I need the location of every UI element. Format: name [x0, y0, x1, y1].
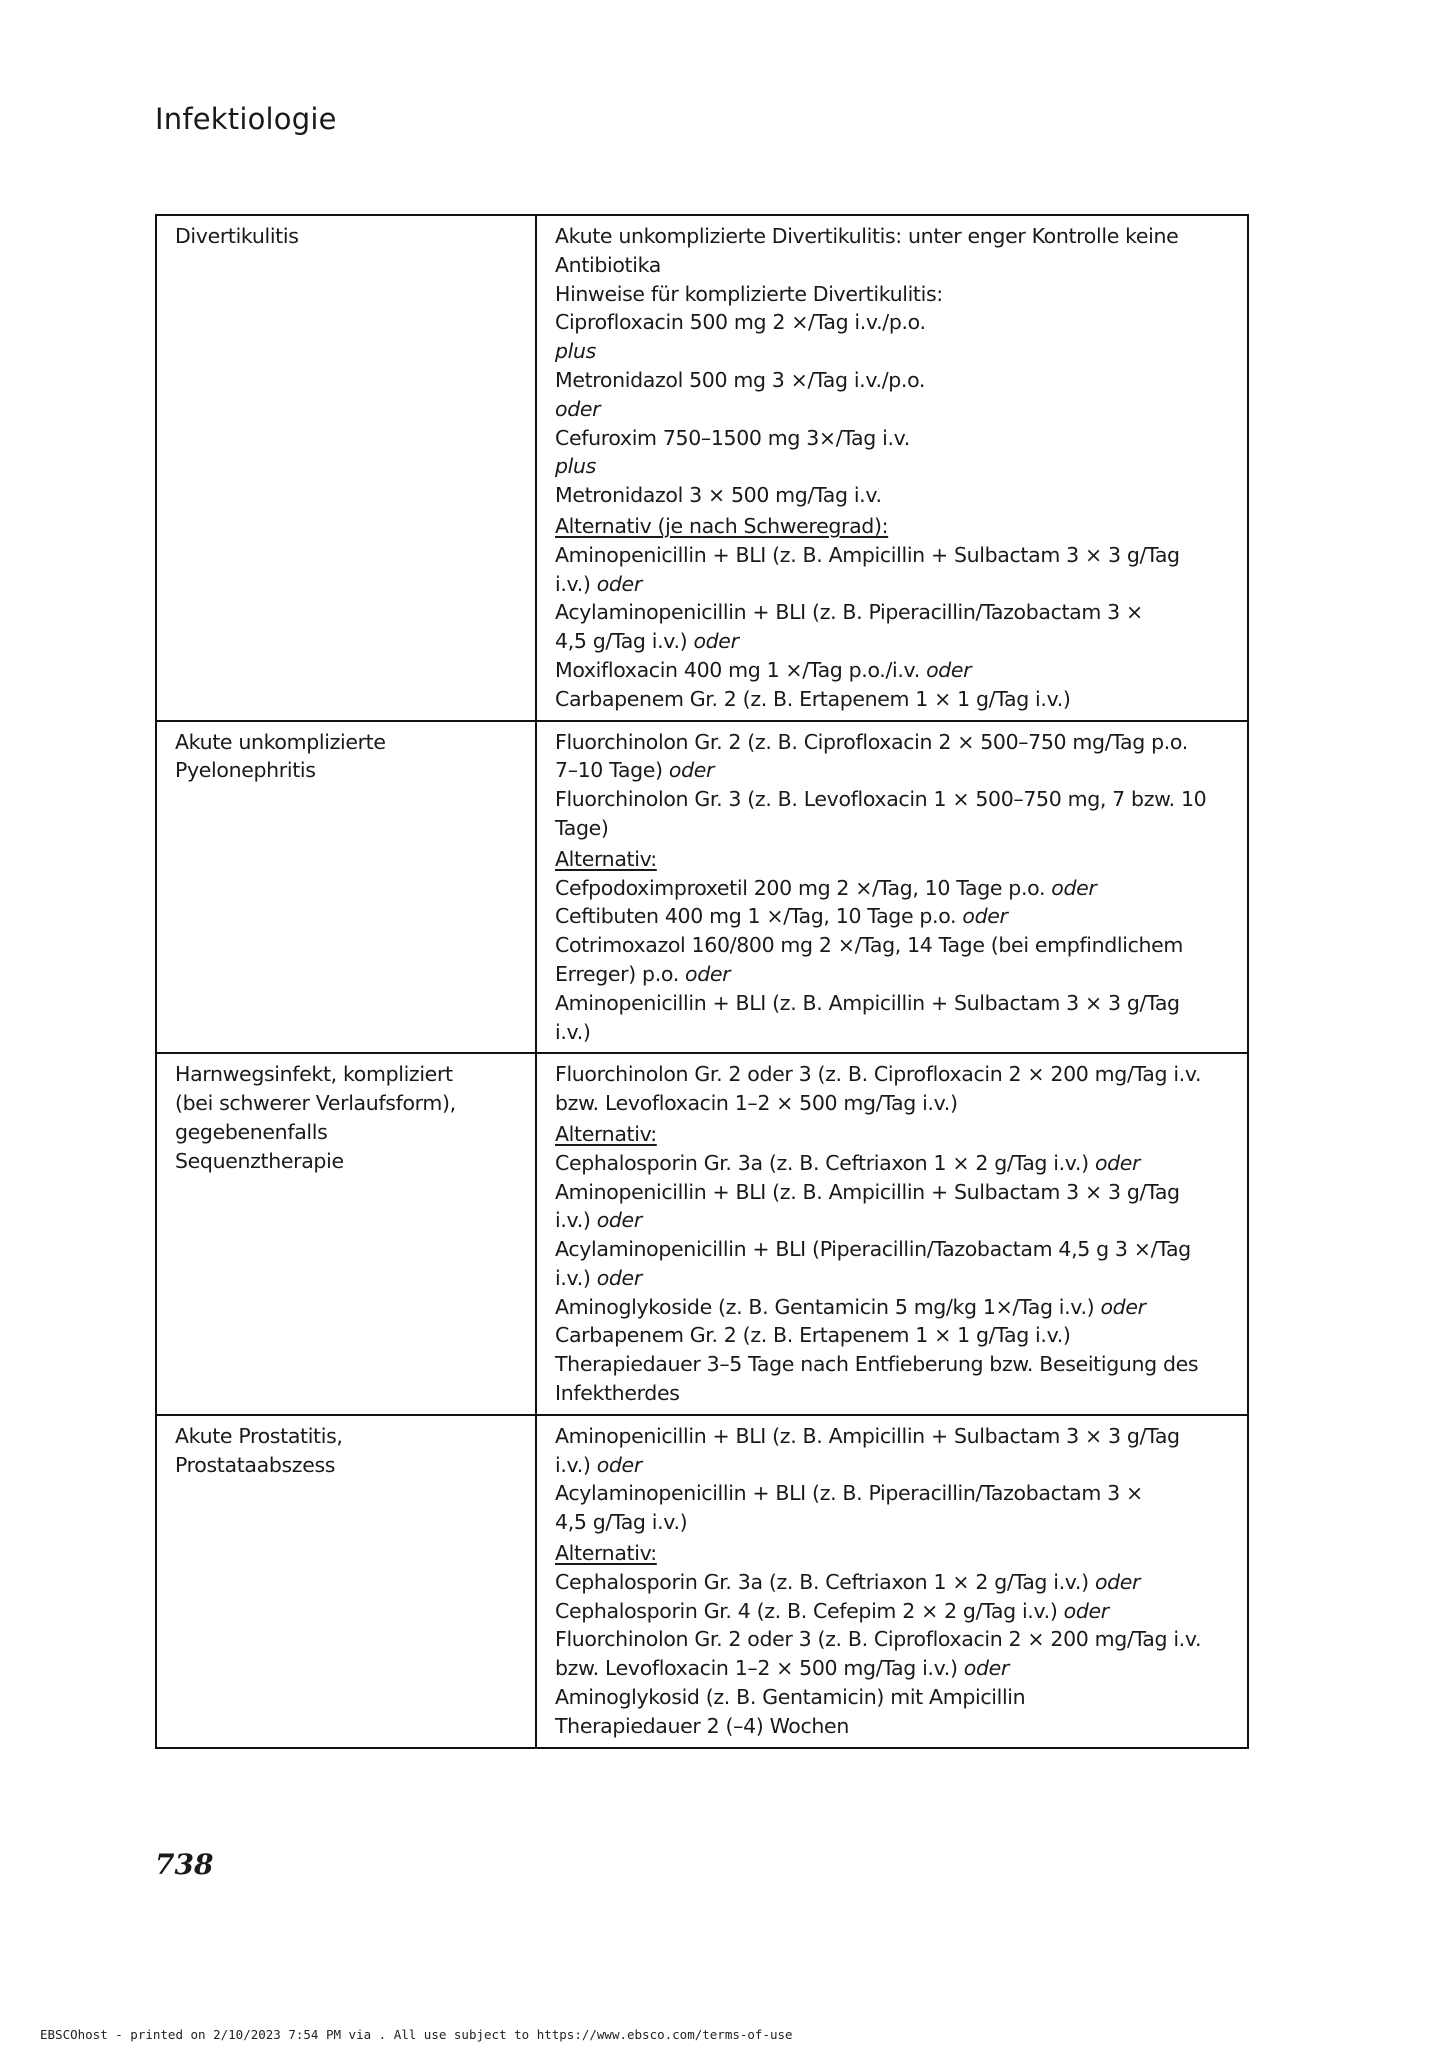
therapy-line [555, 874, 1237, 903]
therapy-line [555, 1712, 1237, 1741]
indication-line: gegebenenfalls [175, 1119, 328, 1144]
therapy-line [555, 598, 1237, 627]
indication-cell [156, 1053, 536, 1415]
oder-conjunction: oder [962, 904, 1008, 929]
therapy-line [555, 1625, 1237, 1654]
therapy-line [555, 814, 1237, 843]
therapy-line [555, 395, 1237, 424]
therapy-line-text: Cotrimoxazol 160/800 mg 2 ×/Tag, 14 Tage (bei empfindlichem [555, 933, 1184, 958]
therapy-line [555, 1120, 1237, 1149]
therapy-line [555, 1422, 1237, 1451]
indication-line: Pyelonephritis [175, 758, 316, 783]
therapy-line-text: Acylaminopenicillin + BLI (z. B. Piperacillin/Tazobactam 3 × [555, 600, 1143, 625]
therapy-line [555, 366, 1237, 395]
therapy-line-text: Cefpodoximproxetil 200 mg 2 ×/Tag, 10 Tage p.o. [555, 875, 1046, 900]
therapy-line [555, 1264, 1237, 1293]
therapy-line-text: Antibiotika [555, 252, 661, 277]
therapy-line [555, 1018, 1237, 1047]
therapy-line-text: Aminoglykoside (z. B. Gentamicin 5 mg/kg 1×/Tag i.v.) [555, 1294, 1095, 1319]
oder-conjunction: oder [1063, 1598, 1109, 1623]
therapy-line [555, 845, 1237, 874]
indication-line: Prostataabszess [175, 1452, 336, 1477]
oder-conjunction: oder [1094, 1569, 1141, 1594]
therapy-line [555, 902, 1237, 931]
therapy-line [555, 1568, 1237, 1597]
therapy-line-text: i.v.) [555, 571, 591, 596]
indication-line: Divertikulitis [175, 224, 299, 248]
therapy-line [555, 1149, 1237, 1178]
therapy-line-text: 4,5 g/Tag i.v.) [555, 629, 688, 654]
therapy-line-text: bzw. Levofloxacin 1–2 × 500 mg/Tag i.v.) [555, 1091, 958, 1116]
therapy-line [555, 931, 1237, 960]
therapy-line-text: Aminopenicillin + BLI (z. B. Ampicillin + Sulbactam 3 × 3 g/Tag [555, 542, 1180, 567]
therapy-line [555, 337, 1237, 366]
therapy-line-text: Cephalosporin Gr. 4 (z. B. Cefepim 2 × 2 g/Tag i.v.) [555, 1598, 1058, 1623]
oder-conjunction: oder [963, 1656, 1009, 1681]
therapy-line-text: plus [555, 339, 596, 364]
therapy-line [555, 1235, 1237, 1264]
therapy-line-text: Carbapenem Gr. 2 (z. B. Ertapenem 1 × 1 g/Tag i.v.) [555, 1323, 1071, 1348]
therapy-line-text: Cephalosporin Gr. 3a (z. B. Ceftriaxon 1 × 2 g/Tag i.v.) [555, 1150, 1089, 1175]
indication-line: (bei schwerer Verlaufsform), [175, 1091, 456, 1116]
therapy-line-text: Alternativ: [555, 1121, 657, 1146]
therapy-line [555, 1597, 1237, 1626]
therapy-line-text: Carbapenem Gr. 2 (z. B. Ertapenem 1 × 1 g/Tag i.v.) [555, 686, 1071, 711]
therapy-line [555, 1683, 1237, 1712]
therapy-line-text: Aminopenicillin + BLI (z. B. Ampicillin + Sulbactam 3 × 3 g/Tag [555, 1179, 1180, 1204]
oder-conjunction: oder [1094, 1150, 1141, 1175]
running-header-title: Infektiologie [155, 102, 337, 136]
indication-cell [156, 215, 536, 721]
therapy-line [555, 1654, 1237, 1683]
therapy-line [555, 1293, 1237, 1322]
therapy-line [555, 1206, 1237, 1235]
therapy-line [555, 1451, 1237, 1480]
therapy-line-text: i.v.) [555, 1452, 591, 1477]
therapy-line [555, 1321, 1237, 1350]
therapy-line-text: Cephalosporin Gr. 3a (z. B. Ceftriaxon 1 × 2 g/Tag i.v.) [555, 1569, 1089, 1594]
therapy-table-body [156, 215, 1248, 1748]
oder-conjunction: oder [685, 961, 731, 986]
therapy-line-text: plus [555, 454, 596, 479]
oder-conjunction: oder [596, 1265, 642, 1290]
therapy-line-text: Therapiedauer 2 (–4) Wochen [555, 1713, 849, 1738]
therapy-line-text: Metronidazol 500 mg 3 ×/Tag i.v./p.o. [555, 367, 926, 392]
therapy-line-text: Akute unkomplizierte Divertikulitis: unter enger Kontrolle keine [555, 224, 1179, 248]
indication-line: Harnwegsinfekt, kompliziert [175, 1062, 453, 1087]
indication-line: Akute Prostatitis, [175, 1423, 343, 1448]
therapy-line-text: Ceftibuten 400 mg 1 ×/Tag, 10 Tage p.o. [555, 904, 957, 929]
therapy-line [555, 541, 1237, 570]
therapy-line [555, 424, 1237, 453]
therapy-line [555, 481, 1237, 510]
therapy-line-text: Fluorchinolon Gr. 2 oder 3 (z. B. Ciprofloxacin 2 × 200 mg/Tag i.v. [555, 1627, 1202, 1652]
therapy-line-text: Aminopenicillin + BLI (z. B. Ampicillin + Sulbactam 3 × 3 g/Tag [555, 1423, 1180, 1448]
therapy-cell [536, 721, 1248, 1054]
therapy-line [555, 570, 1237, 599]
therapy-line [555, 627, 1237, 656]
therapy-line-text: Aminoglykosid (z. B. Gentamicin) mit Ampicillin [555, 1685, 1026, 1710]
therapy-line [555, 1539, 1237, 1568]
therapy-cell [536, 215, 1248, 721]
therapy-line [555, 1479, 1237, 1508]
page-number: 738 [155, 1848, 214, 1881]
therapy-line [555, 1379, 1237, 1408]
therapy-line [555, 785, 1237, 814]
therapy-cell [536, 1053, 1248, 1415]
therapy-line [555, 685, 1237, 714]
oder-conjunction: oder [596, 1452, 642, 1477]
indication-cell [156, 721, 536, 1054]
oder-conjunction: oder [926, 657, 972, 682]
therapy-line-text: bzw. Levofloxacin 1–2 × 500 mg/Tag i.v.) [555, 1656, 958, 1681]
oder-conjunction: oder [1100, 1294, 1146, 1319]
therapy-line [555, 656, 1237, 685]
therapy-line [555, 1089, 1237, 1118]
therapy-line-text: Therapiedauer 3–5 Tage nach Entfieberung bzw. Beseitigung des [555, 1352, 1199, 1377]
therapy-line-text: Fluorchinolon Gr. 3 (z. B. Levofloxacin 1 × 500–750 mg, 7 bzw. 10 [555, 787, 1207, 812]
indication-line: Sequenztherapie [175, 1148, 344, 1173]
therapy-table [155, 214, 1249, 1749]
table-row [156, 215, 1248, 721]
therapy-line-text: Hinweise für komplizierte Divertikulitis: [555, 281, 943, 306]
oder-conjunction: oder [596, 1208, 642, 1233]
therapy-line-text: Ciprofloxacin 500 mg 2 ×/Tag i.v./p.o. [555, 310, 926, 335]
oder-conjunction: oder [1051, 875, 1097, 900]
therapy-line [555, 1508, 1237, 1537]
therapy-line [555, 308, 1237, 337]
therapy-line-text: Acylaminopenicillin + BLI (z. B. Piperacillin/Tazobactam 3 × [555, 1481, 1143, 1506]
table-row [156, 1053, 1248, 1415]
therapy-line-text: Moxifloxacin 400 mg 1 ×/Tag p.o./i.v. [555, 657, 920, 682]
therapy-line [555, 512, 1237, 541]
therapy-line-text: i.v.) [555, 1019, 591, 1044]
therapy-line-text: 7–10 Tage) [555, 758, 663, 783]
therapy-line [555, 452, 1237, 481]
therapy-line-text: i.v.) [555, 1265, 591, 1290]
print-footer-note: EBSCOhost - printed on 2/10/2023 7:54 PM via . All use subject to https://www.ebsco.com/terms-of-use [40, 2027, 793, 2042]
therapy-line-text: Fluorchinolon Gr. 2 (z. B. Ciprofloxacin 2 × 500–750 mg/Tag p.o. [555, 729, 1188, 754]
therapy-line [555, 1178, 1237, 1207]
therapy-line-text: Cefuroxim 750–1500 mg 3×/Tag i.v. [555, 425, 910, 450]
therapy-line [555, 222, 1237, 251]
therapy-line-text: Alternativ: [555, 846, 657, 871]
therapy-line [555, 1060, 1237, 1089]
oder-conjunction: oder [596, 571, 642, 596]
therapy-line-text: Aminopenicillin + BLI (z. B. Ampicillin + Sulbactam 3 × 3 g/Tag [555, 990, 1180, 1015]
therapy-line [555, 756, 1237, 785]
therapy-cell [536, 1415, 1248, 1748]
therapy-line-text: oder [555, 396, 601, 421]
therapy-line-text: Acylaminopenicillin + BLI (Piperacillin/Tazobactam 4,5 g 3 ×/Tag [555, 1237, 1191, 1262]
therapy-line-text: Fluorchinolon Gr. 2 oder 3 (z. B. Ciprofloxacin 2 × 200 mg/Tag i.v. [555, 1062, 1202, 1087]
therapy-line [555, 1350, 1237, 1379]
therapy-line-text: Erreger) p.o. [555, 961, 679, 986]
therapy-line-text: Metronidazol 3 × 500 mg/Tag i.v. [555, 483, 882, 508]
table-row [156, 1415, 1248, 1748]
indication-line: Akute unkomplizierte [175, 729, 386, 754]
therapy-line-text: 4,5 g/Tag i.v.) [555, 1510, 688, 1535]
oder-conjunction: oder [668, 758, 715, 783]
therapy-line-text: Alternativ: [555, 1541, 657, 1566]
table-row [156, 721, 1248, 1054]
therapy-line [555, 728, 1237, 757]
therapy-line-text: Alternativ (je nach Schweregrad): [555, 513, 889, 538]
therapy-line-text: Tage) [555, 815, 609, 840]
oder-conjunction: oder [693, 629, 739, 654]
therapy-line [555, 960, 1237, 989]
therapy-line-text: Infektherdes [555, 1381, 680, 1406]
therapy-line-text: i.v.) [555, 1208, 591, 1233]
therapy-line [555, 280, 1237, 309]
therapy-line [555, 989, 1237, 1018]
therapy-line [555, 251, 1237, 280]
indication-cell [156, 1415, 536, 1748]
